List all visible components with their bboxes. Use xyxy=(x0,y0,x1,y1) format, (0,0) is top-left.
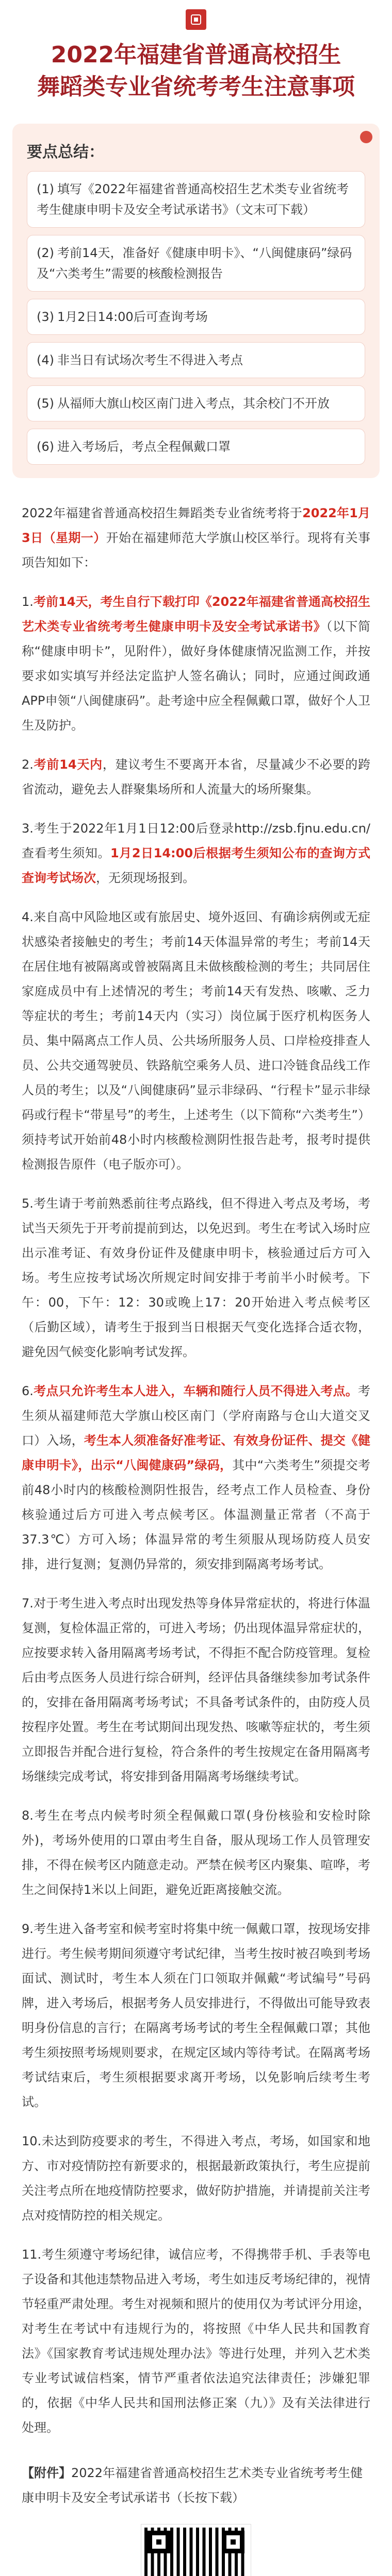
notice-item xyxy=(22,1191,370,1364)
page-title xyxy=(0,39,392,103)
notice-item-number: 2. xyxy=(22,757,34,772)
emblem-icon xyxy=(190,13,202,26)
key-points-card xyxy=(12,124,380,478)
notice-item-text: ，无须现场报到。 xyxy=(96,871,195,885)
key-point-number: (4) xyxy=(37,353,54,367)
key-point-item xyxy=(27,171,365,228)
attachment-label: 【附件】 xyxy=(22,2466,71,2480)
qr-finder-icon xyxy=(222,2531,244,2553)
notice-item-emphasis: 1月2日14:00后根据考生须知公布的查询方式查询考试场次 xyxy=(22,846,371,885)
notice-item-text: ，建议考生不要离开本省，尽量减少不必要的跨省流动，避免去人群聚集场所和人流量大的场所聚集。 xyxy=(22,757,371,796)
key-point-text: 非当日有试场次考生不得进入考点 xyxy=(57,353,243,367)
key-point-number: (1) xyxy=(37,182,54,196)
notice-item-text: 考生请于考前熟悉前往考点路线，但不得进入考点及考场，考试当天须先于开考前提前到达，以免迟到。考生在考试入场时应出示准考证、有效身份证件及健康申明卡，核验通过后方可入场。考生应按考试场次所规定时间安排于考前半小时候考。下午：00，下午：12：30或晚上17：20开始进入考点候考区（后勤区域），请考生于报到当日根据天气变化选择合适衣物，避免因气候变化影响考试发挥。 xyxy=(22,1196,370,1359)
notice-item-text: 其中“六类考生”须提交考前48小时内的核酸检测阴性报告，经考点工作人员检查、身份核验通过后方可进入考点候考区。体温测量正常者（不高于37.3℃）方可入场；体温异常的考生须服从现场防疫人员安排，进行复测；复测仍异常的，须安排到隔离考场考试。 xyxy=(22,1458,370,1571)
intro-text: 2022年福建省普通高校招生舞蹈类专业省统考将于 xyxy=(22,506,303,520)
key-point-item xyxy=(27,342,365,378)
title-line-2: 舞蹈类专业省统考考生注意事项 xyxy=(37,74,355,100)
intro-paragraph xyxy=(22,501,370,575)
key-points-list xyxy=(27,171,365,465)
notice-item-emphasis: 考点只允许考生本人进入，车辆和随行人员不得进入考点。 xyxy=(33,1384,358,1398)
notice-item-text: 考生进入备考室和候考室时将集中统一佩戴口罩，按现场安排进行。考生候考期间须遵守考试纪律，当考生按时被召唤到考场面试、测试时，考生本人须在门口领取并佩戴“考试编号”号码牌，进入考场后，根据考务人员安排进行，不得做出可能导致表明身份信息的言行；在隔离考场考试的考生全程佩戴口罩；其他考生须按照考场规则要求，在规定区域内等待考试。在隔离考场考试结束后，考生须根据要求离开考场，以免影响后续考生考试。 xyxy=(22,1922,370,2109)
key-point-text: 填写《2022年福建省普通高校招生艺术类专业省统考考生健康申明卡及安全考试承诺书》（文末可下载） xyxy=(37,182,349,217)
notice-item xyxy=(22,905,370,1177)
notice-item xyxy=(22,2242,370,2440)
notice-item-text: 未达到防疫要求的考生，不得进入考点，考场，如国家和地方、市对疫情防控有新要求的，根据最新政策执行，考生应提前关注考点所在地疫情防控要求，做好防护措施，并请提前关注考点对疫情防控的相关规定。 xyxy=(22,2134,370,2223)
notice-item xyxy=(22,1803,370,1902)
key-points-heading: 要点总结： xyxy=(27,143,104,161)
pin-icon xyxy=(360,131,372,143)
notice-item-text: 对于考生进入考点时出现发热等身体异常症状的，将进行体温复测，复检体温正常的，可进入考场；仍出现体温异常症状的，应按要求转入备用隔离考场考试，不得拒不配合防疫管理。复检后由考点医务人员进行综合研判，经评估具备继续参加考试条件的，安排在备用隔离考场考试；不具备考试条件的，由防疫人员按程序处置。考生在考试期间出现发热、咳嗽等症状的，考生须立即报告并配合进行复检，符合条件的考生按规定在备用隔离考场继续完成考试，将安排到备用隔离考场继续考试。 xyxy=(22,1596,370,1784)
notice-item-number: 11. xyxy=(22,2247,42,2262)
qr-finder-icon xyxy=(148,2531,170,2553)
notice-item-text: （以下简称“健康申明卡”，见附件），做好身体健康情况监测工作，并按要求如实填写并经法定监护人签名确认；同时，应通过闽政通APP申领“八闽健康码”。赴考途中应全程佩戴口罩，做好个人卫生及防护。 xyxy=(22,619,371,733)
key-point-number: (5) xyxy=(37,396,54,411)
notice-item-number: 10. xyxy=(22,2134,42,2148)
notice-item-number: 8. xyxy=(22,1808,34,1823)
key-point-text: 考前14天，准备好《健康申明卡》、“八闽健康码”绿码及“六类考生”需要的核酸检测报告 xyxy=(37,246,352,281)
key-point-item xyxy=(27,299,365,335)
notice-item-number: 5. xyxy=(22,1196,34,1211)
attachment xyxy=(22,2461,370,2510)
notice-item xyxy=(22,1379,370,1577)
key-point-number: (3) xyxy=(37,310,54,324)
notice-item-number: 3. xyxy=(22,821,34,836)
top-emblem xyxy=(186,9,206,30)
notice-item xyxy=(22,589,370,738)
notice-item-number: 1. xyxy=(22,595,34,609)
notice-item-emphasis: 考前14天内 xyxy=(33,757,103,772)
title-line-1: 2022年福建省普通高校招生 xyxy=(51,42,341,68)
key-point-item xyxy=(27,235,365,292)
key-point-text: 从福师大旗山校区南门进入考点，其余校门不开放 xyxy=(57,396,330,411)
notice-item xyxy=(22,1917,370,2114)
key-point-number: (2) xyxy=(37,246,54,260)
notice-item-number: 4. xyxy=(22,910,34,924)
notice-item xyxy=(22,752,370,802)
key-point-item xyxy=(27,429,365,465)
notice-item-text: 来自高中风险地区或有旅居史、境外返回、有确诊病例或无症状感染者接触史的考生；考前14天体温异常的考生；考前14天在居住地有被隔离或曾被隔离且未做核酸检测的考生；共同居住家庭成员中有上述情况的考生；考前14天有发热、咳嗽、乏力等症状的考生；考前14天内（实习）岗位属于医疗机构医务人员、集中隔离点工作人员、公共场所服务人员、口岸检疫排查人员、公共交通驾驶员、铁路航空乘务人员、进口冷链食品线工作人员的考生；以及“八闽健康码”显示非绿码、“行程卡”显示非绿码或行程卡“带星号”的考生，上述考生（以下简称“六类考生”）须持考试开始前48小时内核酸检测阴性报告赴考，报考时提供检测报告原件（电子版亦可）。 xyxy=(22,910,370,1172)
notice-item xyxy=(22,1591,370,1789)
notice-items xyxy=(22,589,370,2440)
notice-item-text: 考生在考点内候考时须全程佩戴口罩(身份核验和安检时除外)，考场外使用的口罩由考生自备，服从现场工作人员管理安排，不得在候考区内随意走动。严禁在候考区内聚集、喧哗，考生之间保持1米以上间距，避免近距离接触交流。 xyxy=(22,1808,370,1897)
notice-item-text: 考生须从福建师范大学旗山校区南门（学府南路与仓山大道交叉口）入场， xyxy=(22,1384,370,1448)
intro-text: 开始在福建师范大学旗山校区举行。现将有关事项告知如下： xyxy=(22,531,371,570)
notice-item-text: 考生须遵守考场纪律，诚信应考，不得携带手机、手表等电子设备和其他违禁物品进入考场，考生如违反考场纪律的，视情节轻重严肃处理。考生对视频和照片的使用仅为考试评分用途，对考生在考试中有违规行为的，将按照《中华人民共和国教育法》《国家教育考试违规处理办法》等进行处理，并列入艺术类专业考试诚信档案，情节严重者依法追究法律责任；涉嫌犯罪的，依据《中华人民共和国刑法修正案（九）》及有关法律进行处理。 xyxy=(22,2247,370,2435)
notice-item-number: 9. xyxy=(22,1922,34,1936)
key-point-item xyxy=(27,385,365,421)
key-point-text: 1月2日14:00后可查询考场 xyxy=(57,310,208,324)
notice-item-text: 考生于2022年1月1日12:00后登录http://zsb.fjnu.edu.cn/查看考生须知。 xyxy=(22,821,370,860)
notice-item-emphasis: 考生本人须准备好准考证、有效身份证件、提交《健康申明卡》，出示“八闽健康码”绿码， xyxy=(22,1433,371,1472)
notice-item-emphasis: 考前14天，考生自行下载打印《2022年福建省普通高校招生艺术类专业省统考考生健康申明卡及安全考试承诺书》 xyxy=(22,595,370,634)
notice-item-number: 7. xyxy=(22,1596,34,1611)
attachment-link[interactable]: 2022年福建省普通高校招生艺术类专业省统考考生健康申明卡及安全考试承诺书（长按下载） xyxy=(22,2466,363,2505)
notice-item xyxy=(22,816,370,890)
intro-date: 2022年1月3日（星期一） xyxy=(22,506,371,545)
key-point-number: (6) xyxy=(37,439,54,454)
qr-code-image[interactable] xyxy=(141,2524,251,2576)
notice-item xyxy=(22,2129,370,2228)
notice-item-number: 6. xyxy=(22,1384,34,1398)
key-point-text: 进入考场后，考点全程佩戴口罩 xyxy=(57,439,231,454)
